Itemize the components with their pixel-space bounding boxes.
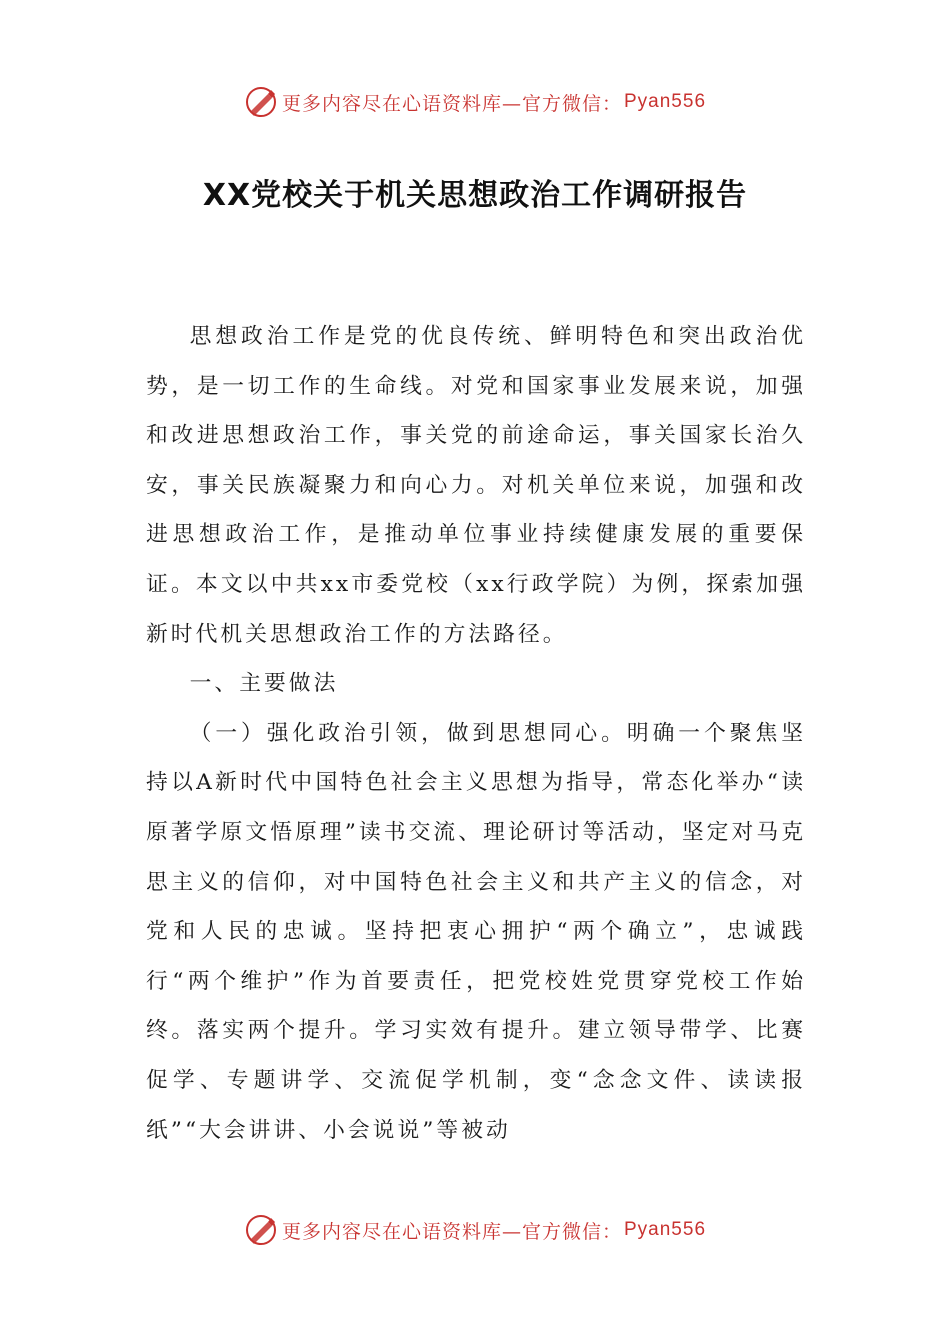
document-body [146,312,806,1155]
document-title: XX党校关于机关思想政治工作调研报告 [202,178,748,213]
footer-wechat-id: Pyan556 [624,1219,707,1240]
footer-watermark-banner [0,1210,950,1250]
header-banner-text: 更多内容尽在心语资料库—官方微信： [281,92,622,115]
paragraph-political-guidance: （一）强化政治引领，做到思想同心。明确一个聚焦坚持以A新时代中国特色社会主义思想为指导，常态化举办“读原著学原文悟原理”读书交流、理论研讨等活动，坚定对马克思主义的信仰，对中国特色社会主义和共产主义的信念，对党和人民的忠诚。坚持把衷心拥护“两个确立”，忠诚践行“两个维护”作为首要责任，把党校姓党贯穿党校工作始终。落实两个提升。学习实效有提升。建立领导带学、比赛促学、专题讲学、交流促学机制，变“念念文件、读读报纸”“大会讲讲、小会说说”等被动 [146,720,806,1143]
footer-banner-text: 更多内容尽在心语资料库—官方微信： [281,1220,622,1243]
header-watermark-banner [0,82,950,122]
header-wechat-id: Pyan556 [624,91,707,112]
pen-logo-icon [244,1213,278,1247]
section-heading-main-practices: 一、主要做法 [189,671,339,697]
paragraph-intro: 思想政治工作是党的优良传统、鲜明特色和突出政治优势，是一切工作的生命线。对党和国家事业发展来说，加强和改进思想政治工作，事关党的前途命运，事关国家长治久安，事关民族凝聚力和向心力。对机关单位来说，加强和改进思想政治工作，是推动单位事业持续健康发展的重要保证。本文以中共xx市委党校（xx行政学院）为例，探索加强新时代机关思想政治工作的方法路径。 [146,324,806,647]
pen-logo-icon [244,85,278,119]
